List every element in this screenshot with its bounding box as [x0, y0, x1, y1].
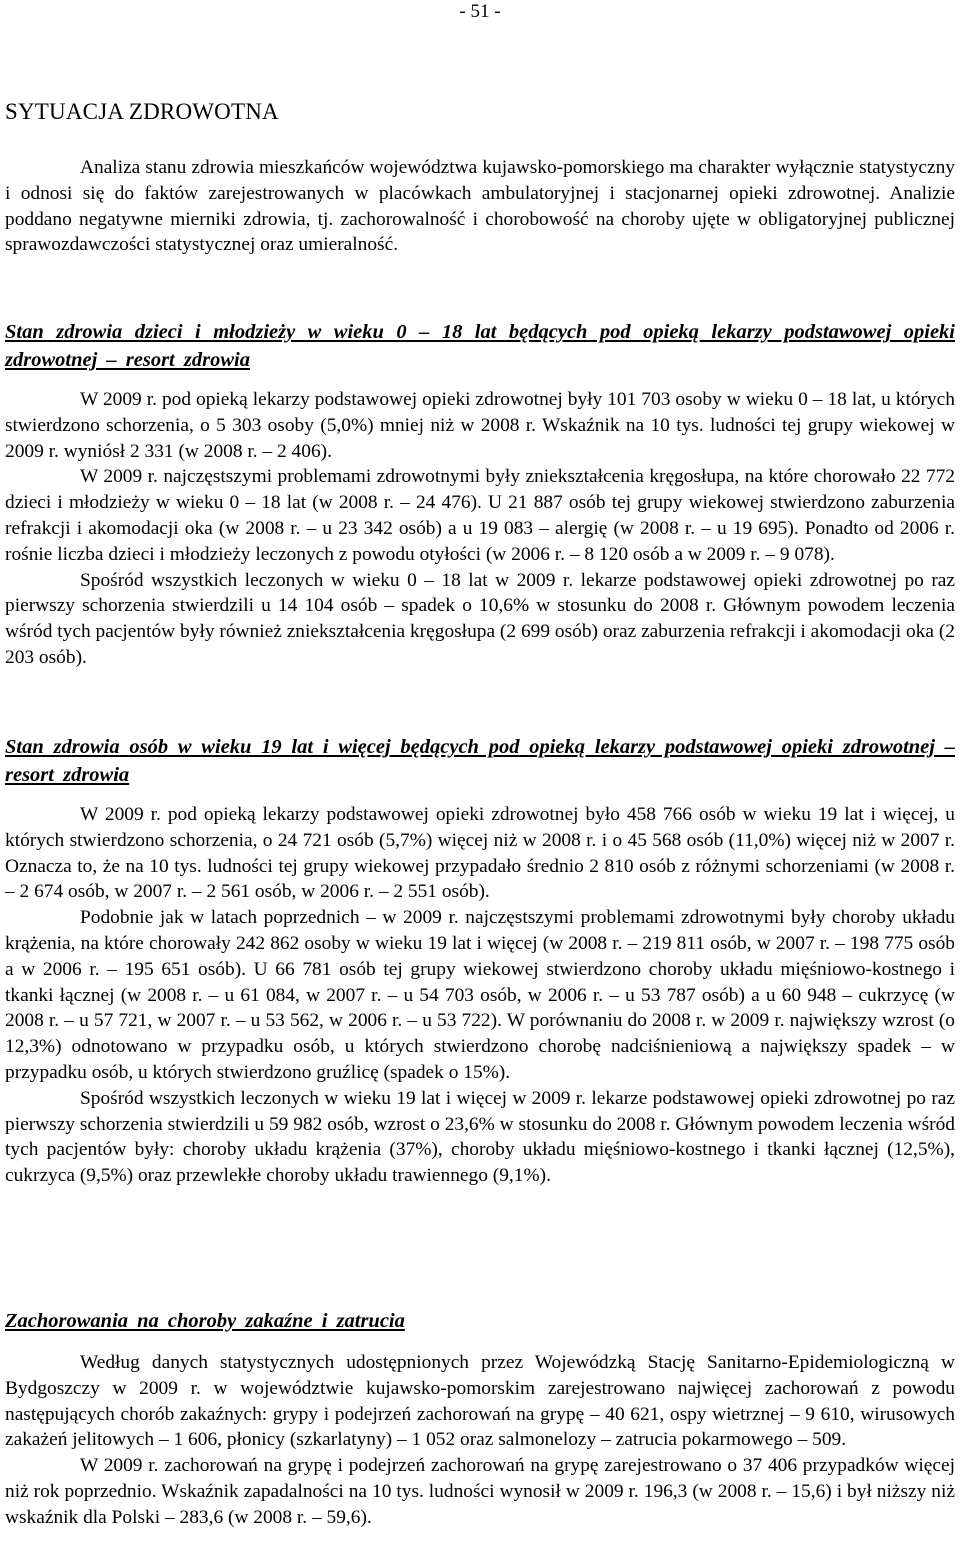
intro-block: [5, 155, 955, 258]
infectious-paragraph-1: Według danych statystycznych udostępnionych przez Wojewódzką Stację Sanitarno-Epidemiologiczną w Bydgoszczy w 2009 r. w województwie kujawsko-pomorskim zarejestrowano najwięcej zachorowań z powodu następujących chorób zakaźnych: grypy i podejrzeń zachorowań na grypę – 40 621, ospy wietrznej – 9 610, wirusowych zakażeń jelitowych – 1 606, płonicy (szkarlatyny) – 1 052 oraz salmonelozy – zatrucia pokarmowego – 509.: [5, 1352, 955, 1451]
section-heading-children: [5, 318, 955, 374]
infectious-paragraph-2: W 2009 r. zachorowań na grypę i podejrzeń zachorowań na grypę zarejestrowano o 37 406 przypadków więcej niż rok poprzednio. Wskaźnik zapadalności na 10 tys. ludności wynosił w 2009 r. 196,3 (w 2008 r. – 15,6) i był niższy niż wskaźnik dla Polski – 283,6 (w 2008 r. – 59,6).: [5, 1455, 955, 1528]
adults-paragraph-3: Spośród wszystkich leczonych w wieku 19 lat i więcej w 2009 r. lekarze podstawowej opieki zdrowotnej po raz pierwszy schorzenia stwierdzili u 59 982 osób, wzrost o 23,6% w stosunku do 2008 r. Głównym powodem leczenia wśród tych pacjentów były: choroby układu krążenia (37%), choroby układu mięśniowo-kostnego i tkanki łącznej (12,5%), cukrzyca (9,5%) oraz przewlekłe choroby układu trawiennego (9,1%).: [5, 1087, 955, 1187]
section-infectious-heading-block: [5, 1307, 955, 1335]
page-number: - 51 -: [459, 1, 501, 22]
adults-paragraph-1: W 2009 r. pod opieką lekarzy podstawowej opieki zdrowotnej było 458 766 osób w wieku 19 lat i więcej, u których stwierdzono schorzenia, o 24 721 osób (5,7%) więcej niż w 2008 r. i o 45 568 osób (11,0%) więcej niż w 2007 r. Oznacza to, że na 10 tys. ludności tej grupy wiekowej przypadało średnio 2 810 osób z różnymi schorzeniami (w 2008 r. – 2 674 osób, w 2007 r. – 2 561 osób, w 2006 r. – 2 551 osób).: [5, 804, 955, 903]
section-adults-heading-block: [5, 733, 955, 789]
intro-paragraph: Analiza stanu zdrowia mieszkańców województwa kujawsko-pomorskiego ma charakter wyłącznie statystyczny i odnosi się do faktów zarejestrowanych w placówkach ambulatoryjnej i stacjonarnej opieki zdrowotnej. Analizie poddano negatywne mierniki zdrowia, tj. zachorowalność i chorobowość na choroby ujęte w obligatoryjnej publicznej sprawozdawczości statystycznej oraz umieralność.: [5, 157, 955, 256]
section-heading-infectious-text: Zachorowania na choroby zakaźne i zatrucia: [5, 1310, 405, 1332]
section-heading-adults: [5, 733, 955, 789]
section-children-heading-block: [5, 318, 955, 374]
children-paragraph-3: Spośród wszystkich leczonych w wieku 0 – 18 lat w 2009 r. lekarze podstawowej opieki zdrowotnej po raz pierwszy schorzenia stwierdzili u 14 104 osób – spadek o 10,6% w stosunku do 2008 r. Głównym powodem leczenia wśród tych pacjentów były również zniekształcenia kręgosłupa (2 699 osób) oraz zaburzenia refrakcji i akomodacji oka (2 203 osób).: [5, 569, 955, 668]
section-adults-body: [5, 802, 955, 1189]
page-title: SYTUACJA ZDROWOTNA: [5, 99, 279, 124]
section-children-body: [5, 387, 955, 671]
section-infectious-body: [5, 1350, 955, 1531]
section-heading-adults-text: Stan zdrowia osób w wieku 19 lat i więcej będących pod opieką lekarzy podstawowej opieki zdrowotnej – resort zdrowia: [5, 736, 955, 786]
section-heading-infectious: [5, 1307, 955, 1335]
section-heading-children-text: Stan zdrowia dzieci i młodzieży w wieku 0 – 18 lat będących pod opieką lekarzy podstawowej opieki zdrowotnej – resort zdrowia: [5, 321, 955, 371]
children-paragraph-2: W 2009 r. najczęstszymi problemami zdrowotnymi były zniekształcenia kręgosłupa, na które chorowało 22 772 dzieci i młodzieży w wieku 0 – 18 lat (w 2008 r. – 24 476). U 21 887 osób tej grupy wiekowej stwierdzono zaburzenia refrakcji i akomodacji oka (w 2008 r. – u 23 342 osób) a u 19 083 – alergię (w 2008 r. – u 19 695). Ponadto od 2006 r. rośnie liczba dzieci i młodzieży leczonych z powodu otyłości (w 2006 r. – 8 120 osób a w 2009 r. – 9 078).: [5, 466, 955, 565]
adults-paragraph-2: Podobnie jak w latach poprzednich – w 2009 r. najczęstszymi problemami zdrowotnymi były choroby układu krążenia, na które chorowały 242 862 osoby w wieku 19 lat i więcej (w 2008 r. – 219 811 osób, w 2007 r. – 198 775 osób a w 2006 r. – 195 651 osób). U 66 781 osób tej grupy wiekowej stwierdzono choroby układu mięśniowo-kostnego i tkanki łącznej (w 2008 r. – u 61 084, w 2007 r. – u 54 703 osób, w 2006 r. – u 53 787 osób) a u 60 948 – cukrzycę (w 2008 r. – u 57 721, w 2007 r. – u 53 562, w 2006 r. – u 53 722). W porównaniu do 2008 r. w 2009 r. największy wzrost (o 12,3%) odnotowano w przypadku osób, u których stwierdzono chorobę nadciśnieniową a największy spadek – w przypadku osób, u których stwierdzono gruźlicę (spadek o 15%).: [5, 907, 955, 1083]
children-paragraph-1: W 2009 r. pod opieką lekarzy podstawowej opieki zdrowotnej były 101 703 osoby w wieku 0 – 18 lat, u których stwierdzono schorzenia, o 5 303 osoby (5,0%) mniej niż w 2008 r. Wskaźnik na 10 tys. ludności tej grupy wiekowej w 2009 r. wyniósł 2 331 (w 2008 r. – 2 406).: [5, 389, 955, 462]
